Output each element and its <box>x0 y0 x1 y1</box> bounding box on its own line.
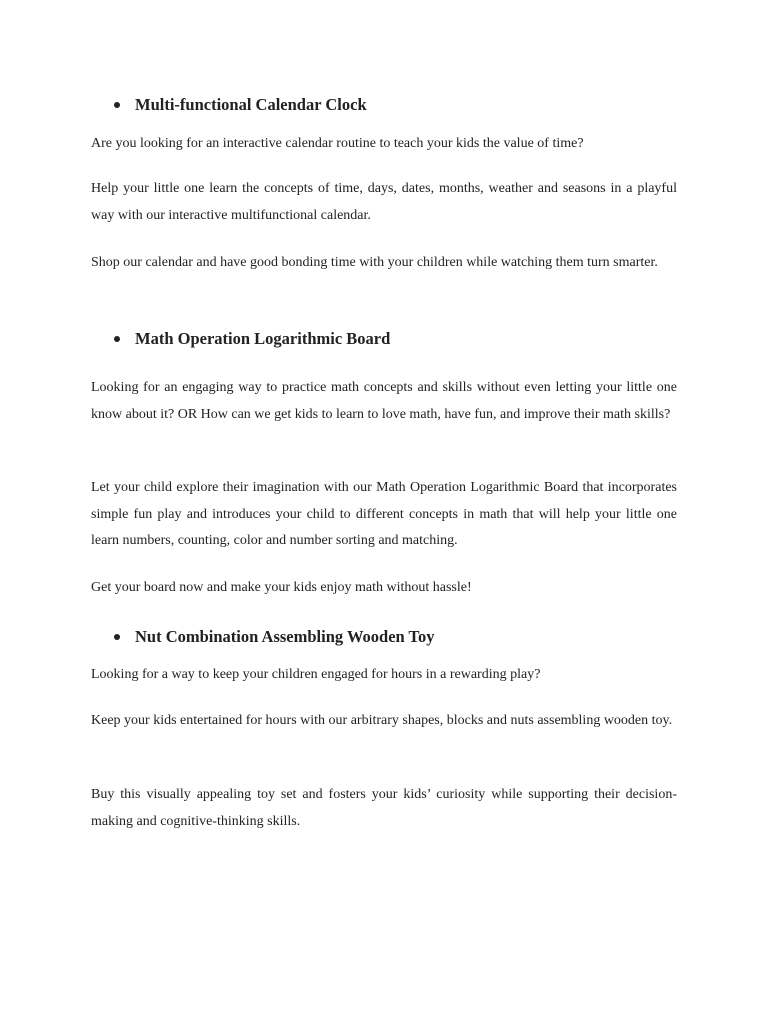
paragraph: Shop our calendar and have good bonding time with your children while watching them turn smarter. <box>91 255 658 270</box>
paragraph: Buy this visually appealing toy set and fosters your kids’ curiosity while supporting their decision-making and cognitive-thinking skills. <box>91 787 677 829</box>
bullet-icon <box>114 102 120 108</box>
heading-text: Nut Combination Assembling Wooden Toy <box>135 627 435 646</box>
paragraph: Looking for an engaging way to practice math concepts and skills without even letting your little one know about it? OR How can we get kids to learn to love math, have fun, and improve their math skills? <box>91 380 677 422</box>
paragraph: Looking for a way to keep your children engaged for hours in a rewarding play? <box>91 667 541 682</box>
bullet-icon <box>114 336 120 342</box>
heading-text: Multi-functional Calendar Clock <box>135 95 367 114</box>
paragraph: Keep your kids entertained for hours with our arbitrary shapes, blocks and nuts assembling wooden toy. <box>91 713 673 728</box>
heading-text: Math Operation Logarithmic Board <box>135 329 391 348</box>
bullet-icon <box>114 634 120 640</box>
paragraph: Get your board now and make your kids enjoy math without hassle! <box>91 580 472 595</box>
paragraph: Help your little one learn the concepts of time, days, dates, months, weather and seasons in a playful way with our interactive multifunctional calendar. <box>91 181 677 223</box>
paragraph: Are you looking for an interactive calendar routine to teach your kids the value of time? <box>91 136 584 151</box>
paragraph: Let your child explore their imagination with our Math Operation Logarithmic Board that incorporates simple fun play and introduces your child to different concepts in math that will help your little one learn numbers, counting, color and number sorting and matching. <box>91 480 677 548</box>
